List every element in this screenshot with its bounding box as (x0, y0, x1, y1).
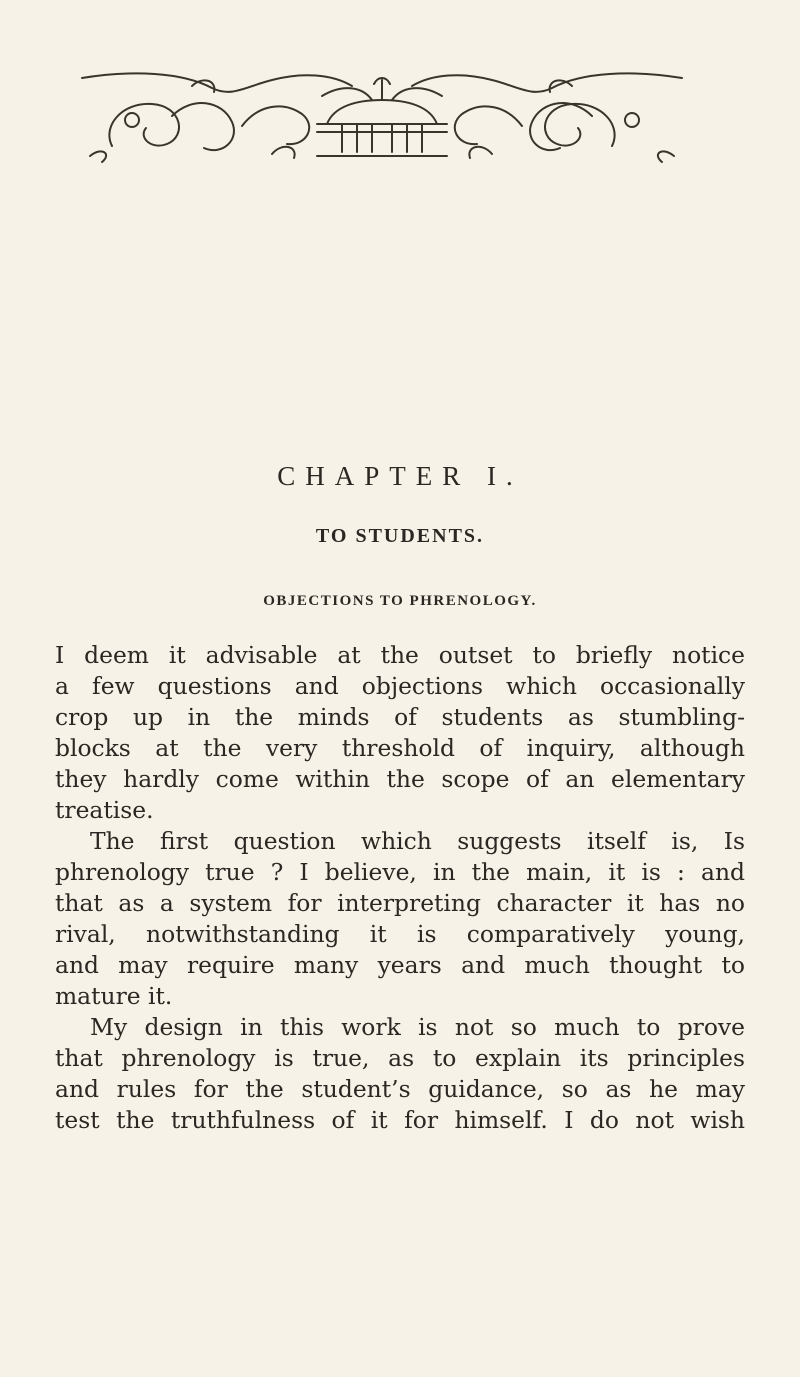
text-line: My design in this work is not so much to prove (90, 1013, 745, 1041)
text-line: a few questions and objections which occasionally (55, 672, 745, 700)
ornamental-headpiece-icon (72, 66, 692, 166)
chapter-title: TO STUDENTS. (315, 525, 485, 547)
text-line: mature it. (55, 982, 173, 1010)
text-line: that as a system for interpreting character it has no (55, 889, 745, 917)
text-line: The first question which suggests itself is, Is (90, 827, 745, 855)
text-line: they hardly come within the scope of an elementary (55, 765, 745, 793)
text-line: phrenology true ? I believe, in the main, it is : and (55, 858, 745, 886)
text-line: test the truthfulness of it for himself. I do not wish (55, 1106, 745, 1134)
text-line: rival, notwithstanding it is comparatively young, (55, 920, 745, 948)
chapter-heading: CHAPTER I. (277, 461, 523, 491)
text-line: and may require many years and much thought to (55, 951, 745, 979)
text-line: blocks at the very threshold of inquiry, although (55, 734, 745, 762)
text-line: and rules for the student’s guidance, so as he may (55, 1075, 745, 1103)
section-title: OBJECTIONS TO PHRENOLOGY. (263, 593, 537, 609)
text-line: that phrenology is true, as to explain its principles (55, 1044, 745, 1072)
text-line: crop up in the minds of students as stumbling- (55, 703, 745, 731)
text-line: treatise. (55, 796, 154, 824)
text-line: I deem it advisable at the outset to briefly notice (55, 641, 745, 669)
